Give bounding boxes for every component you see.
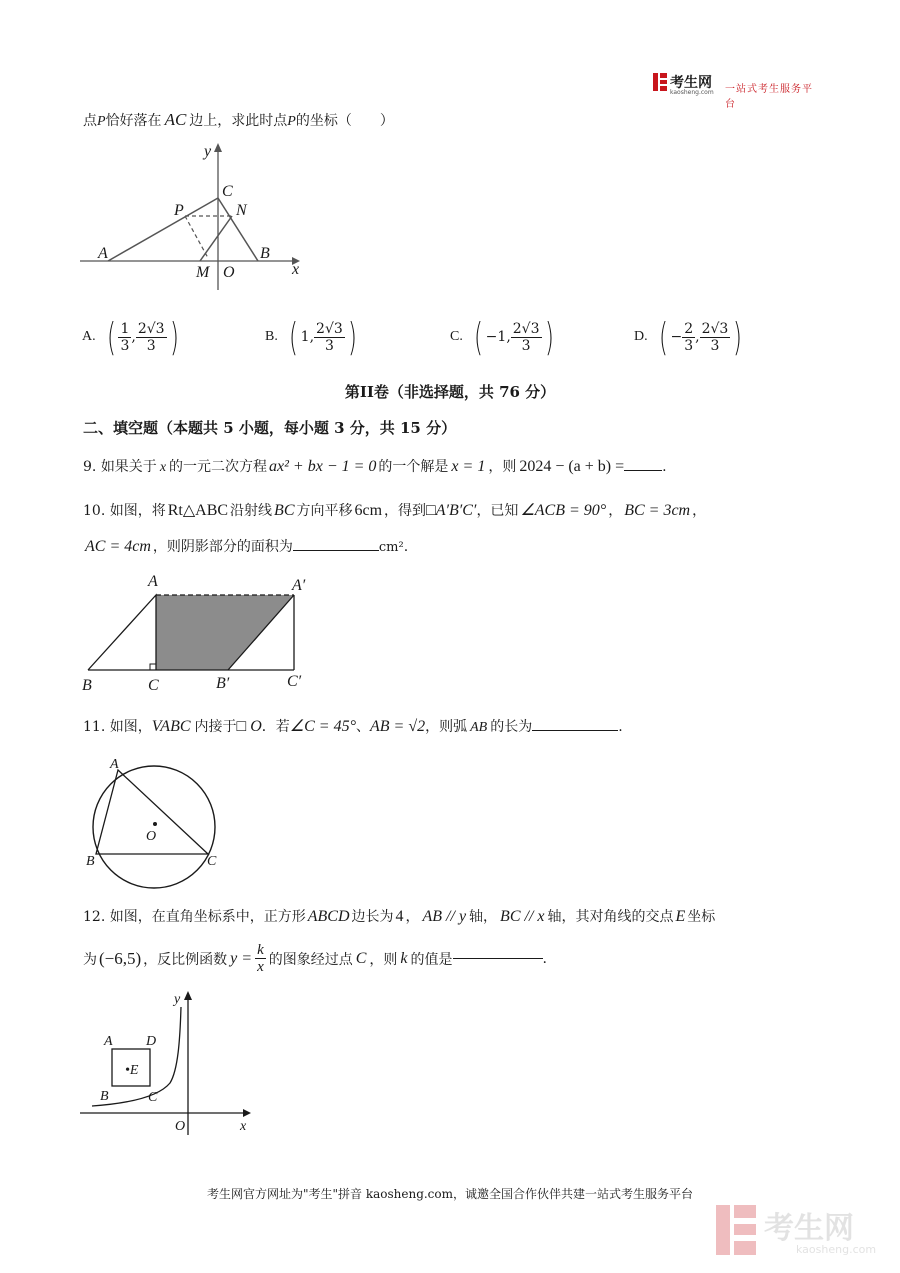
footer-text: 考生网官方网址为"考生"拼音 kaosheng.com，诚邀全国合作伙伴共建一站式考生服务平台 <box>206 1187 694 1201</box>
q12-text-line2: 为 (−6,5) ，反比例函数 y = $\frac{k}{x}$ 的图象经过点 C ，则 k 的值是 . <box>83 942 547 975</box>
q12-text-line1: 12. 如图，在直角坐标系中，正方形 ABCD 边长为 4 ， AB // y 轴， BC // x 轴，其对角线的交点 E 坐标 <box>83 908 716 925</box>
logo-name: 考生网 <box>670 75 712 91</box>
label-C-prime: C′ <box>287 673 302 690</box>
label-B: B <box>100 1089 109 1104</box>
label-E: •E <box>125 1063 139 1078</box>
label-A: A <box>110 757 119 772</box>
watermark-text: 考生网 <box>764 1211 854 1246</box>
q8-option-c[interactable]: C. ( −1 , $\frac{2√3}{3}$ ) <box>450 315 554 359</box>
y-axis-arrow-icon <box>214 143 222 152</box>
q10-text-line2: AC = 4cm ，则阴影部分的面积为 cm². <box>85 538 409 555</box>
label-C: C <box>207 854 217 869</box>
label-N: N <box>236 202 247 219</box>
label-C: C <box>148 677 159 694</box>
label-A-prime: A′ <box>292 577 306 594</box>
label-x: x <box>240 1119 247 1134</box>
q8-tail-text: 点P恰好落在 AC 边上，求此时点P的坐标（ ） <box>83 110 394 129</box>
label-B: B <box>260 245 270 262</box>
label-O: O <box>146 829 157 844</box>
label-x: x <box>292 261 300 278</box>
label-A: A <box>148 573 158 590</box>
y-axis-arrow-icon <box>184 991 192 1000</box>
q9-answer-blank[interactable] <box>624 470 662 471</box>
logo-mark-icon <box>653 73 667 91</box>
shaded-region <box>156 595 294 670</box>
q9-text: 9. 如果关于 x 的一元二次方程 ax² + bx − 1 = 0 的一个解是 x = 1 ，则 2024 − (a + b) = . <box>83 458 667 475</box>
part2-title: 第II卷（非选择题，共 76 分） <box>344 383 556 401</box>
label-O: O <box>175 1119 186 1134</box>
watermark <box>716 1203 896 1263</box>
q11-figure <box>82 750 232 890</box>
q8-option-a[interactable]: A. ( $\frac{1}{3}$ , $\frac{2√3}{3}$ ) <box>82 315 179 359</box>
label-P: P <box>174 202 184 219</box>
label-D: D <box>146 1034 157 1049</box>
watermark-logo-icon <box>716 1205 756 1255</box>
logo-sub: kaosheng.com <box>670 89 714 96</box>
q8-figure <box>80 140 305 290</box>
label-B: B <box>82 677 92 694</box>
q11-answer-blank[interactable] <box>532 730 618 731</box>
label-M: M <box>196 264 210 281</box>
q12-figure <box>80 985 260 1135</box>
q10-answer-blank[interactable] <box>293 550 379 551</box>
label-B: B <box>86 854 95 869</box>
label-O: O <box>223 264 235 281</box>
watermark-sub: kaosheng.com <box>796 1243 877 1256</box>
logo-slogan: 一站式考生服务平台 <box>725 84 813 110</box>
label-y: y <box>204 143 212 160</box>
q8-option-d[interactable]: D. ( − $\frac{2}{3}$ , $\frac{2√3}{3}$ ) <box>634 315 743 359</box>
label-A: A <box>98 245 108 262</box>
header-logo <box>653 72 823 110</box>
q11-text: 11. 如图，VABC 内接于□ O．若∠C = 45°、AB = √2，则弧 AB 的长为 . <box>83 718 623 735</box>
label-B-prime: B′ <box>216 675 230 692</box>
label-y: y <box>174 992 181 1007</box>
q8-option-b[interactable]: B. ( 1 , $\frac{2√3}{3}$ ) <box>265 315 357 359</box>
label-C: C <box>148 1090 158 1105</box>
section2-title: 二、填空题（本题共 5 小题，每小题 3 分，共 15 分） <box>83 419 457 437</box>
label-C: C <box>222 183 233 200</box>
q10-figure <box>78 570 318 695</box>
q10-text-line1: 10. 如图，将 Rt△ABC 沿射线 BC 方向平移 6cm ，得到□A′B′C′，已知 ∠ACB = 90° ， BC = 3cm ， <box>83 502 707 519</box>
x-axis-arrow-icon <box>243 1109 251 1117</box>
label-A: A <box>104 1034 113 1049</box>
q12-answer-blank[interactable] <box>453 958 543 959</box>
